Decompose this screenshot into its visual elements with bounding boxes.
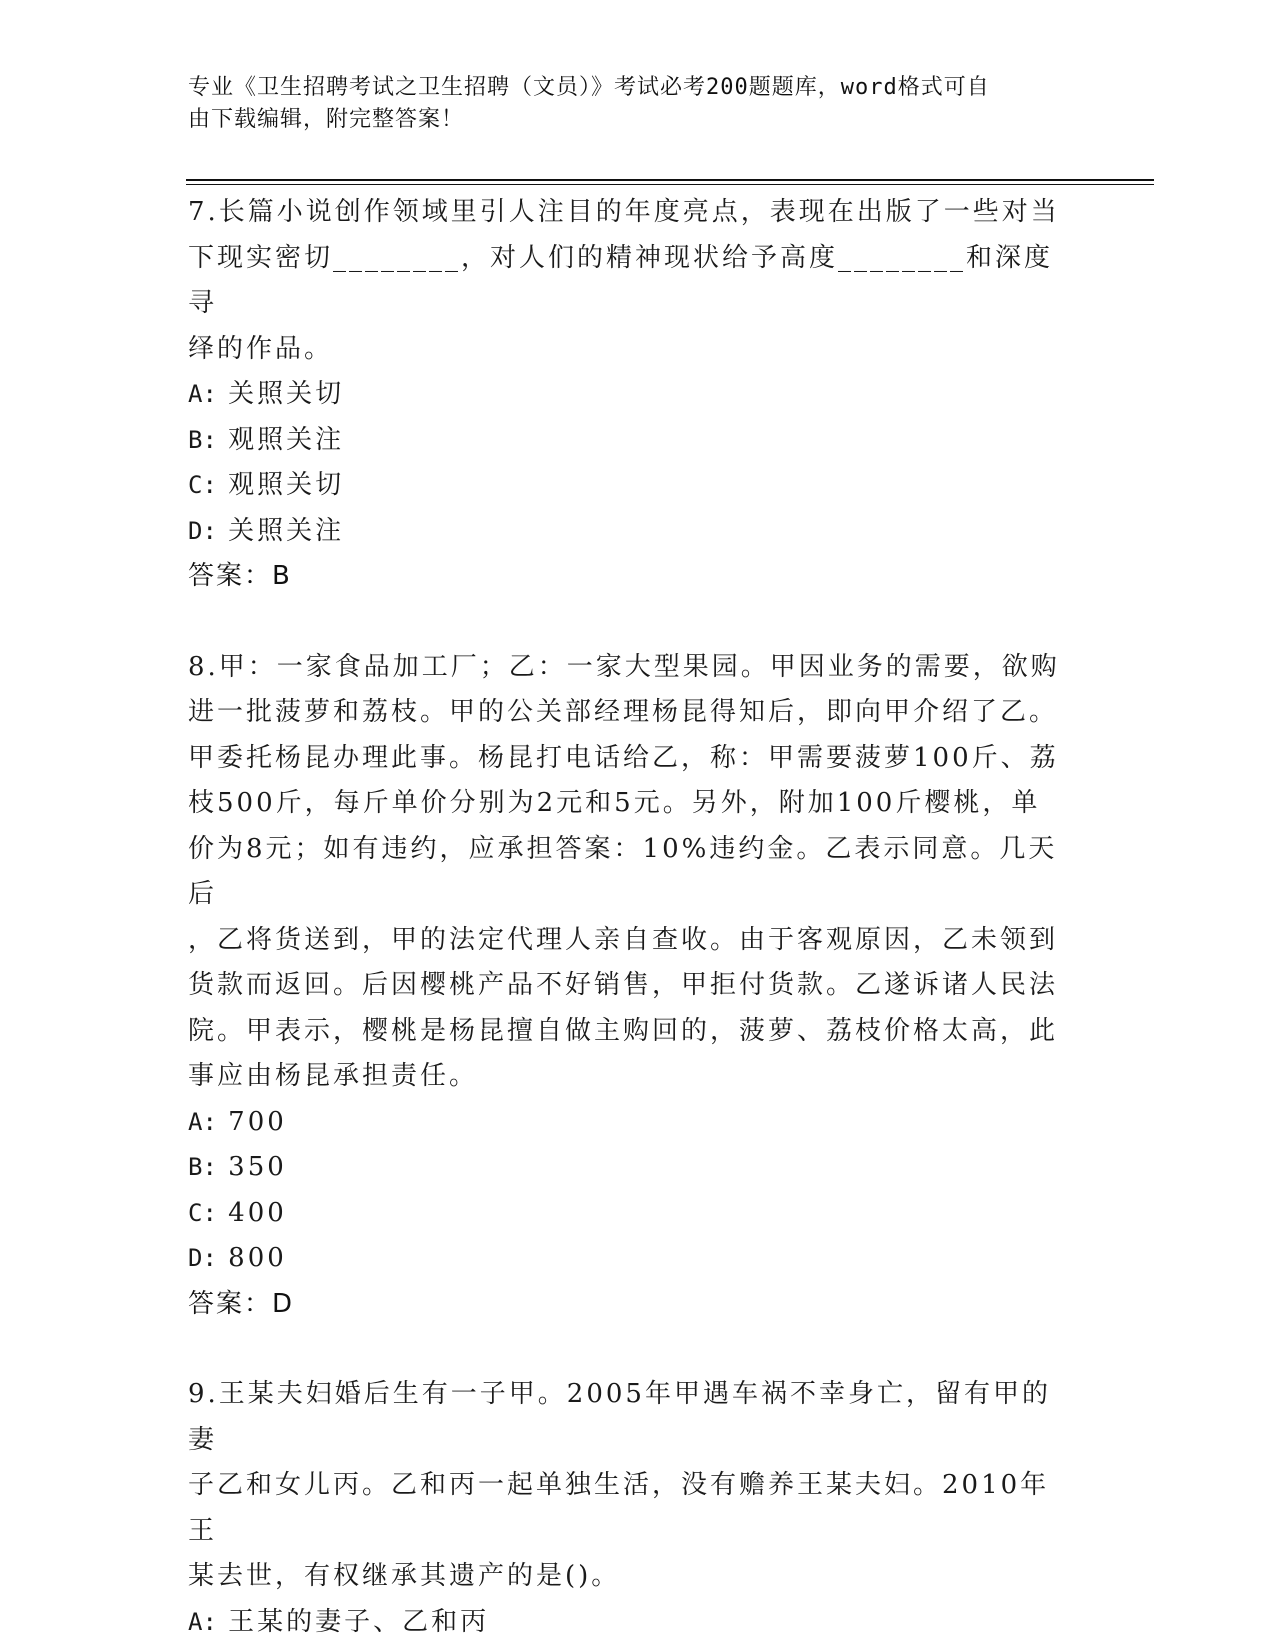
question-stem-line: 7.长篇小说创作领域里引人注目的年度亮点，表现在出版了一些对当: [188, 197, 1060, 227]
option-key: B:: [188, 1153, 217, 1181]
question-stem-line: 绎的作品。: [188, 333, 334, 364]
option-key: A:: [188, 1607, 217, 1636]
option-text: 关照关切: [228, 379, 345, 409]
question-stem-line: 子乙和女儿丙。乙和丙一起单独生活，没有赡养王某夫妇。2010年王: [188, 1470, 1050, 1546]
header-divider-thin: [186, 184, 1154, 185]
option-key: B:: [188, 425, 217, 454]
option-d: [188, 1236, 1068, 1282]
header-line-1: 专业《卫生招聘考试之卫生招聘（文员）》考试必考200题题库，word格式可自: [188, 75, 990, 100]
option-b: [188, 1145, 1068, 1191]
option-a: [188, 1600, 1068, 1646]
question-stem-line: 事应由杨昆承担责任。: [188, 1061, 479, 1091]
answer-line: 答案：D: [188, 1288, 295, 1319]
question-spacer: [188, 600, 1068, 645]
question-stem-line: 枝500斤，每斤单价分别为2元和5元。另外，附加100斤樱桃，单: [188, 788, 1041, 818]
question-list: [188, 190, 1068, 1645]
question-8: [188, 645, 1068, 1328]
document-header: [188, 72, 1068, 136]
question-stem-line: 某去世，有权继承其遗产的是()。: [188, 1561, 621, 1591]
option-key: C:: [188, 471, 217, 499]
option-key: C:: [188, 1198, 217, 1227]
question-stem-line: 院。甲表示，樱桃是杨昆擅自做主购回的，菠萝、荔枝价格太高，此: [188, 1015, 1059, 1046]
question-9: [188, 1372, 1068, 1645]
option-text: 700: [228, 1106, 287, 1137]
option-c: [188, 463, 1068, 509]
option-text: 王某的妻子、乙和丙: [228, 1606, 490, 1637]
option-text: 观照关注: [228, 424, 345, 455]
header-line-2: 由下载编辑，附完整答案！: [188, 107, 465, 132]
header-divider-thick: [186, 179, 1154, 181]
question-spacer: [188, 1327, 1068, 1372]
question-7: [188, 190, 1068, 600]
option-key: A:: [188, 380, 217, 408]
option-d: [188, 509, 1068, 555]
option-a: [188, 372, 1068, 418]
option-a: [188, 1100, 1068, 1146]
question-stem-line: 下现实密切________，对人们的精神现状给予高度________和深度寻: [188, 242, 1054, 318]
option-c: [188, 1191, 1068, 1237]
question-stem-line: 货款而返回。后因樱桃产品不好销售，甲拒付货款。乙遂诉诸人民法: [188, 970, 1059, 1000]
question-stem-line: 8.甲：一家食品加工厂；乙：一家大型果园。甲因业务的需要，欲购: [188, 651, 1060, 682]
question-stem-line: 9.王某夫妇婚后生有一子甲。2005年甲遇车祸不幸身亡，留有甲的妻: [188, 1379, 1051, 1455]
question-stem-line: 价为8元；如有违约，应承担答案：10%违约金。乙表示同意。几天后: [188, 833, 1058, 909]
question-stem-line: 进一批菠萝和荔枝。甲的公关部经理杨昆得知后，即向甲介绍了乙。: [188, 697, 1059, 727]
option-text: 关照关注: [228, 515, 345, 546]
option-key: A:: [188, 1107, 217, 1136]
option-text: 350: [228, 1152, 287, 1182]
option-key: D:: [188, 516, 217, 545]
option-text: 400: [228, 1197, 287, 1228]
option-text: 800: [228, 1243, 287, 1273]
option-b: [188, 418, 1068, 464]
answer-line: 答案：B: [188, 561, 292, 591]
option-key: D:: [188, 1244, 217, 1272]
option-text: 观照关切: [228, 470, 345, 500]
question-stem-line: ，乙将货送到，甲的法定代理人亲自查收。由于客观原因，乙未领到: [188, 924, 1059, 955]
question-stem-line: 甲委托杨昆办理此事。杨昆打电话给乙，称：甲需要菠萝100斤、荔: [188, 742, 1059, 773]
